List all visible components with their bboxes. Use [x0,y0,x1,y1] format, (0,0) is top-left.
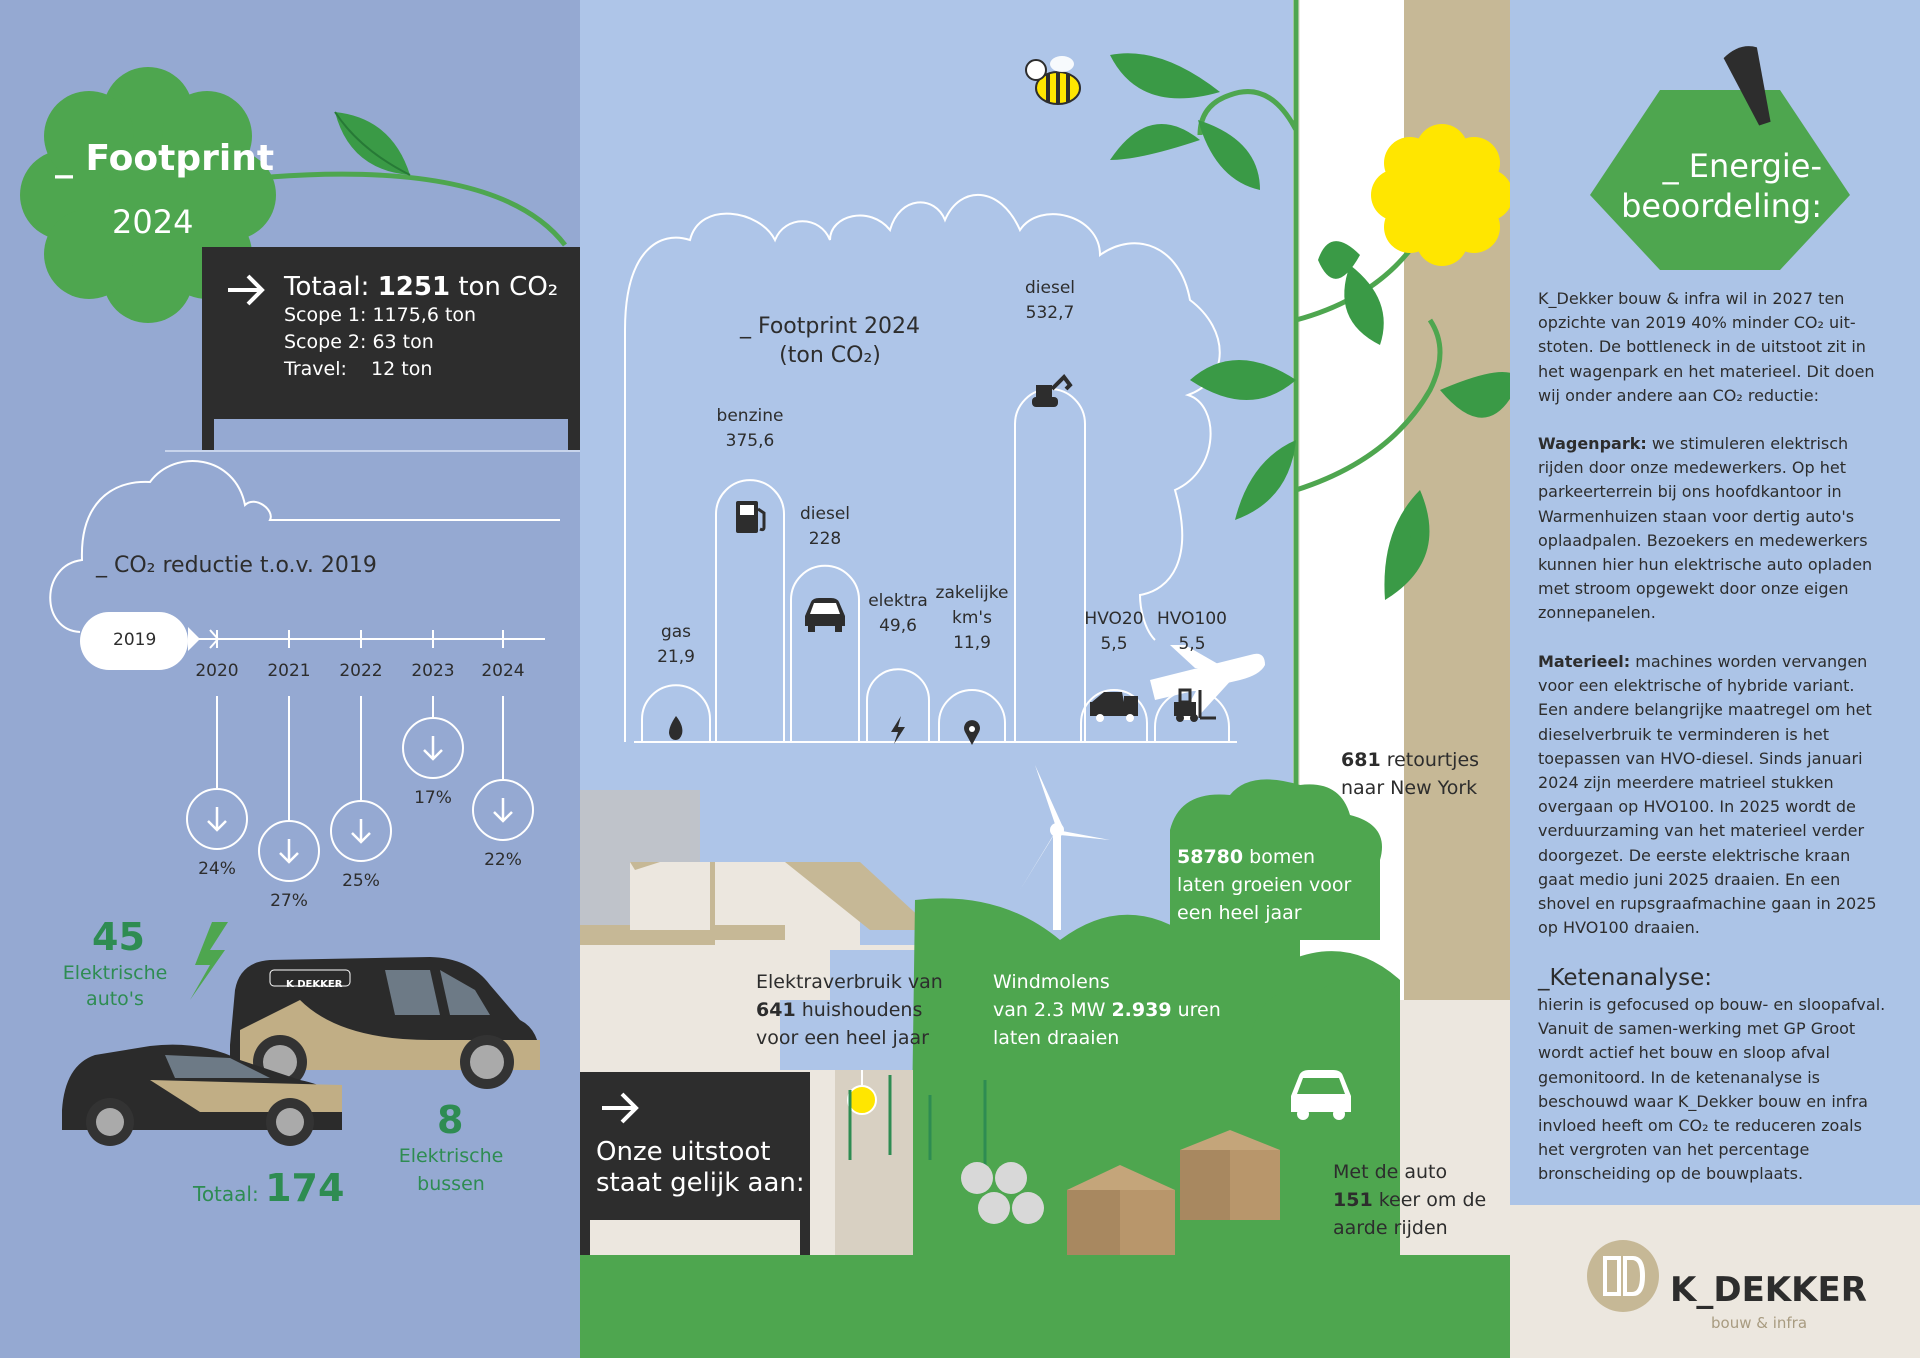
scope2-value: Scope 2: 63 ton [284,331,434,353]
category-text: HVO100 [1157,609,1227,629]
leaf-icon [335,112,410,175]
bar-value-label: 532,7 [1025,303,1075,323]
bar-category-label [775,502,875,527]
timeline-year: 2023 [411,661,455,681]
electric-cars-count: 45 [92,915,145,959]
footprint-badge-year: 2024 [112,203,194,241]
reduction-percentage: 17% [414,788,452,808]
scope1-value: Scope 1: 1175,6 ton [284,304,477,326]
yellow-flower-icon [1371,124,1510,266]
bar-category-label [1000,276,1100,301]
timeline-tick [288,630,290,648]
vehicles-total: Totaal: 174 [193,1166,345,1210]
category-text: km's [952,608,992,628]
footprint-bar [1015,389,1085,742]
flame-icon [669,716,682,740]
materieel-text: Materieel: machines worden vervangen voor een elektrische of hybride variant. Een andere belangrijke maatregel om het dieselverbruik te verminderen is het toepassen van HVO-diesel. Sinds januari 2024 zijn meerdere matrieel stukken overgaan op HVO100. In 2025 wordt de verduurzaming van het materieel verder doorgezet. De eerste elektrische kraan gaat medio juni 2025 draaien. En een shovel en rupsgraafmachine gaan in 2025 op HVO100 draaien. [1538,652,1877,938]
car-icon [805,598,845,632]
equivalents-title-2: staat gelijk aan: [596,1168,805,1198]
households-text: Elektraverbruik van 641 huishoudens voor een heel jaar [756,971,943,1049]
electric-cars-label-2: auto's [86,988,144,1010]
category-text: benzine [716,406,784,426]
flights-text: 681 retourtjes naar New York [1341,749,1480,799]
buses-count: 8 [437,1098,464,1142]
bar-value-label: 5,5 [1178,634,1206,654]
bar-category-label [700,404,800,429]
lightning-icon [891,716,905,744]
bar-value-label: 375,6 [725,431,775,451]
electric-cars-label-1: Elektrische [62,962,168,984]
car-trips-text: Met de auto 151 keer om de aarde rijden [1333,1161,1487,1239]
category-text: gas [660,622,692,642]
van-brand: K DEKKER [286,979,343,990]
bar-value-label: 5,5 [1100,634,1128,654]
chart-title-2: (ton CO₂) [779,343,881,368]
bar-category-label [626,620,726,645]
energy-intro: K_Dekker bouw & infra wil in 2027 ten opzichte van 2019 40% minder CO₂ uit-stoten. De bottleneck in de uitstoot zit in het wagenpark en het materieel. Dit doen wij onder andere aan CO₂ reductie: [1538,289,1875,405]
reduction-percentage: 25% [342,871,380,891]
k-dekker-logo-icon [1585,1238,1661,1314]
travel-value: Travel: 12 ton [284,358,433,380]
bar-value-label: 228 [808,529,842,549]
footprint-chart [580,0,1280,800]
timeline-tick [432,630,434,648]
electric-van-icon [230,957,540,1089]
bar-value-label: 11,9 [953,633,991,653]
timeline-year: 2024 [481,661,525,681]
reduction-percentage: 27% [270,891,308,911]
logo-name: K_DEKKER [1670,1270,1867,1310]
grass [580,1255,1510,1358]
bar-category-label [1142,607,1242,632]
chain-text: hierin is gefocused op bouw- en sloopafval. Vanuit de samen-werking met GP Groot wordt actief het bouw en sloop afval gemonitoord. In de ketenanalyse is beschouwd waar K_Dekker bouw en infra invloed heeft om CO₂ te reduceren zoals het vergroten van het percentage bronscheiding op de bouwplaats. [1538,995,1886,1184]
reduction-title: _ CO₂ reductie t.o.v. 2019 [96,553,377,578]
lightning-icon [190,922,228,1000]
down-arrow-icon [472,779,534,841]
bar-category-label [922,581,1022,631]
footprint-badge-title: _ Footprint [55,138,275,179]
timeline-tick [502,630,504,648]
timeline-tick [360,630,362,648]
category-text: zakelijke [935,583,1009,603]
chart-title-1: _ Footprint 2024 [739,314,921,339]
category-text: diesel [799,504,850,524]
bar-value-label: 21,9 [657,647,695,667]
fuel-pump-icon [736,501,764,533]
truck-icon [1090,692,1138,722]
down-arrow-icon [258,820,320,882]
timeline-year: 2022 [339,661,383,681]
equivalents-title-1: Onze uitstoot [596,1137,771,1167]
base-year-label: 2019 [113,630,157,650]
down-arrow-icon [402,717,464,779]
energy-title: _ Energie- beoordeling: [1621,147,1822,225]
timeline-connector [360,696,362,800]
timeline-tick [216,630,218,648]
car-icon [1285,1062,1357,1120]
category-text: HVO20 [1084,609,1144,629]
timeline-connector [288,696,290,820]
reduction-cloud-outline [50,461,560,632]
bar-value-label: 49,6 [879,616,917,636]
category-text: elektra [868,591,928,611]
down-arrow-icon [186,788,248,850]
reduction-percentage: 24% [198,859,236,879]
category-text: diesel [1024,278,1075,298]
total-emissions: Totaal: 1251 ton CO₂ [284,272,559,302]
chain-title: _Ketenanalyse: [1538,965,1712,991]
timeline-year: 2021 [267,661,311,681]
timeline-year: 2020 [195,661,239,681]
down-arrow-icon [330,800,392,862]
buses-label-1: Elektrische [398,1145,504,1167]
buses-label-2: bussen [417,1173,485,1195]
wagenpark-text: Wagenpark: we stimuleren elektrisch rijden door onze medewerkers. Op het parkeerterrein bij ons hoofdkantoor in Warmenhuizen staan voor dertig auto's oplaadpalen. Bezoekers en medewerkers kunnen hier hun elektrische auto opladen met stroom opgewekt door onze eigen zonnepanelen. [1538,434,1873,623]
logo-sub: bouw & infra [1711,1314,1808,1332]
timeline-connector [432,696,434,717]
timeline-connector [216,696,218,788]
reduction-percentage: 22% [484,850,522,870]
timeline-connector [502,696,504,779]
windmill-text: Windmolens van 2.3 MW 2.939 uren laten draaien [993,971,1221,1049]
trees-text: 58780 bomen laten groeien voor een heel jaar [1177,846,1352,924]
